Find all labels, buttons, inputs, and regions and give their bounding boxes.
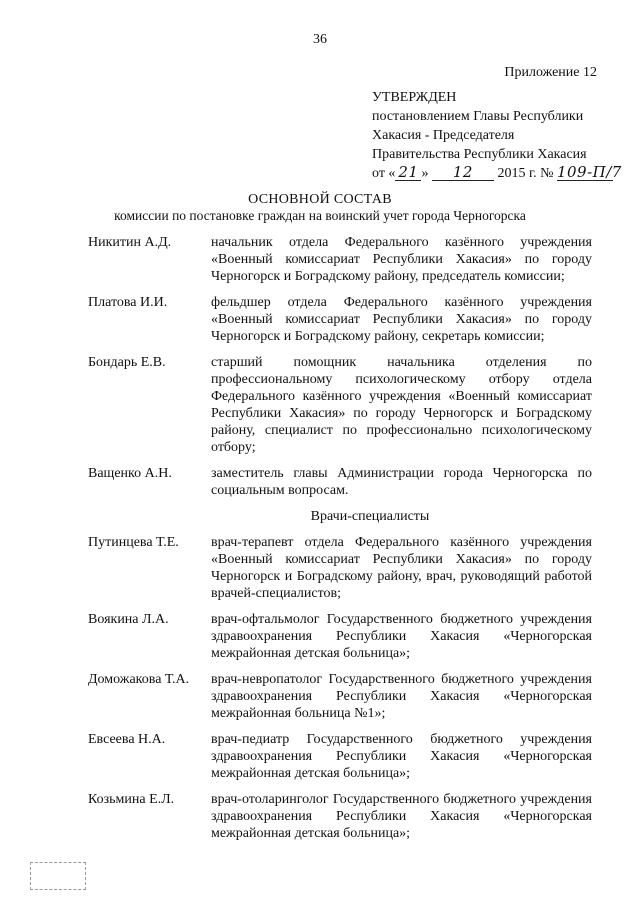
approval-date-line xyxy=(372,163,622,183)
doctor-name: Воякина Л.А. xyxy=(88,612,169,627)
doctor-row xyxy=(88,611,592,662)
doctor-description: врач-педиатр Государственного бюджетного учреждения здравоохранения Республики Хакасия «Черногорская межрайонная детская больница»; xyxy=(211,732,592,781)
doctor-description: врач-офтальмолог Государственного бюджетного учреждения здравоохранения Республики Хакасия «Черногорская межрайонная детская больница»; xyxy=(211,612,592,661)
member-name: Платова И.И. xyxy=(88,295,168,310)
member-row xyxy=(88,354,592,456)
approval-line-1: постановлением Главы Республики xyxy=(372,109,584,124)
doctor-name: Козьмина Е.Л. xyxy=(88,792,175,807)
doctor-row xyxy=(88,731,592,782)
decree-number: 109-П/7 xyxy=(556,163,622,181)
doctor-row xyxy=(88,534,592,602)
member-row xyxy=(88,294,592,345)
date-month: 12 xyxy=(432,165,494,181)
members-list xyxy=(88,234,592,851)
date-year: 2015 г. № xyxy=(497,166,554,181)
date-mid: » xyxy=(421,166,429,181)
member-row xyxy=(88,234,592,285)
member-row xyxy=(88,465,592,499)
doctor-name: Доможакова Т.А. xyxy=(88,672,190,687)
member-description: начальник отдела Федерального казённого учреждения «Военный комиссариат Республики Хакасия» по городу Черногорск и Боградскому району, председатель комиссии; xyxy=(211,235,592,284)
member-description: заместитель главы Администрации города Черногорска по социальным вопросам. xyxy=(211,466,592,498)
document-subtitle: комиссии по постановке граждан на воинский учет города Черногорска xyxy=(114,208,526,223)
faint-stamp xyxy=(30,862,86,890)
approval-heading: УТВЕРЖДЕН xyxy=(372,90,457,105)
appendix-label: Приложение 12 xyxy=(504,65,597,80)
date-day: 21 xyxy=(395,165,421,181)
member-description: фельдшер отдела Федерального казённого учреждения «Военный комиссариат Республики Хакасия» по городу Черногорск и Боградскому району, секретарь комиссии; xyxy=(211,295,592,344)
doctor-name: Путинцева Т.Е. xyxy=(88,535,179,550)
doctor-row xyxy=(88,671,592,722)
member-description: старший помощник начальника отделения по профессиональному психологическому отбору отдела Федерального казённого учреждения «Военный комиссариат Республики Хакасия» по городу Черногорск и Боградскому району, специалист по профессионально психологическому отбору; xyxy=(211,355,592,455)
doctor-name: Евсеева Н.А. xyxy=(88,732,166,747)
doctor-description: врач-отоларинголог Государственного бюджетного учреждения здравоохранения Республики Хакасия «Черногорская межрайонная детская больница»; xyxy=(211,792,592,841)
document-title: ОСНОВНОЙ СОСТАВ xyxy=(248,192,392,207)
page-number: 36 xyxy=(313,32,327,47)
doctor-description: врач-невропатолог Государственного бюджетного учреждения здравоохранения Республики Хакасия «Черногорская межрайонная больница №1»; xyxy=(211,672,592,721)
member-name: Бондарь Е.В. xyxy=(88,355,166,370)
date-prefix: от « xyxy=(372,166,396,181)
approval-line-3: Правительства Республики Хакасия xyxy=(372,147,587,162)
approval-block xyxy=(372,63,622,183)
member-name: Ващенко А.Н. xyxy=(88,466,172,481)
doctor-row xyxy=(88,791,592,842)
doctor-description: врач-терапевт отдела Федерального казённого учреждения «Военный комиссариат Республики Хакасия» по городу Черногорск и Боградскому району, врач, руководящий работой врачей-специалистов; xyxy=(211,535,592,601)
section-heading-doctors: Врачи-специалисты xyxy=(310,509,430,524)
member-name: Никитин А.Д. xyxy=(88,235,172,250)
approval-line-2: Хакасия - Председателя xyxy=(372,128,515,143)
